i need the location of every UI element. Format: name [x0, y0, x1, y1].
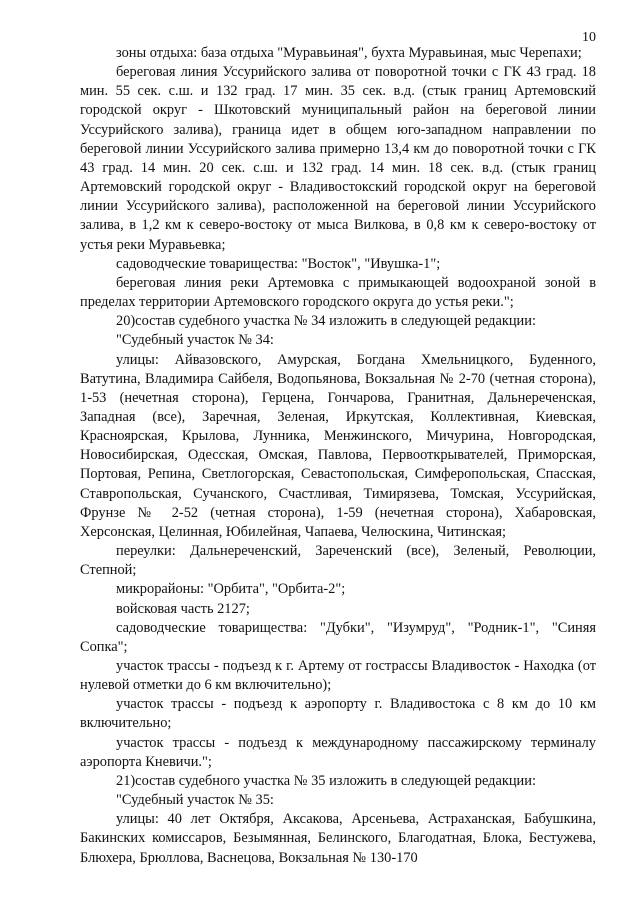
- paragraph-court-section-34-heading: "Судебный участок № 34:: [116, 332, 274, 349]
- paragraph-item-21: 21)состав судебного участка № 35 изложить в следующей редакции:: [116, 772, 536, 789]
- paragraph-artemovka-river: береговая линия реки Артемовка с примыкающей водоохраной зоной в пределах территории Артемовского городского округа до устья реки.";: [80, 274, 596, 311]
- paragraph-section-34-lanes: переулки: Дальнереченский, Зареченский (все), Зеленый, Революции, Степной;: [80, 543, 596, 579]
- paragraph-garden-partnerships: садоводческие товарищества: "Восток", "Ивушка-1";: [116, 255, 441, 272]
- paragraph-section-34-garden-partnerships: садоводческие товарищества: "Дубки", "Изумруд", "Родник-1", "Синяя Сопка";: [80, 619, 596, 655]
- paragraph-section-34-streets: улицы: Айвазовского, Амурская, Богдана Хмельницкого, Буденного, Ватутина, Владимира Сайбеля, Водопьянова, Вокзальная № 2-70 (четная сторона), 1-53 (нечетная сторона), Герцена, Гончарова, Гранитная, Дальнереченская, Западная (все), Заречная, Зеленая, Иркутская, Коллективная, Киевская, Красноярская, Крылова, Лунника, Менжинского, Мичурина, Новгородская, Новосибирская, Одесская, Омская, Павлова, Первооткрывателей, Приморская, Портовая, Репина, Светлогорская, Севастопольская, Симферопольская, Спасская, Ставропольская, Сучанского, Счастливая, Тимирязева, Томская, Уссурийская, Фрунзе № 2-52 (четная сторона), 1-59 (нечетная сторона), Хабаровская, Херсонская, Целинная, Юбилейная, Чапаева, Челюскина, Читинская;: [80, 351, 596, 540]
- paragraph-recreation-zones: зоны отдыха: база отдыха "Муравьиная", бухта Муравьиная, мыс Черепахи;: [116, 45, 582, 61]
- paragraph-section-35-streets: улицы: 40 лет Октября, Аксакова, Арсеньева, Астраханская, Бабушкина, Бакинских комиссаров, Безымянная, Белинского, Благодатная, Блока, Бестужева, Блюхера, Брюллова, Васнецова, Вокзальная № 130-170: [80, 811, 596, 866]
- paragraph-court-section-35-heading: "Судебный участок № 35:: [116, 792, 274, 809]
- paragraph-highway-terminal: участок трассы - подъезд к международному пассажирскому терминалу аэропорта Кневичи.";: [80, 734, 596, 770]
- paragraph-item-20: 20)состав судебного участка № 34 изложить в следующей редакции:: [116, 313, 536, 330]
- paragraph-highway-airport: участок трассы - подъезд к аэропорту г. Владивостока с 8 км до 10 км включительно;: [80, 696, 596, 732]
- paragraph-highway-artem: участок трассы - подъезд к г. Артему от гострассы Владивосток - Находка (от нулевой отметки до 6 км включительно);: [80, 658, 596, 694]
- paragraph-section-34-microdistricts: микрорайоны: "Орбита", "Орбита-2";: [116, 581, 346, 598]
- page-number: 10: [582, 30, 596, 45]
- document-body: [80, 44, 596, 868]
- paragraph-military-unit: войсковая часть 2127;: [116, 600, 250, 617]
- paragraph-ussuri-bay-coastline: береговая линия Уссурийского залива от поворотной точки с ГК 43 град. 18 мин. 55 сек. с.ш. и 132 град. 17 мин. 35 сек. в.д. (стык границ Артемовский городской округ - Шкотовский муниципальный район на береговой линии Уссурийского залива), граница идет в общем юго-западном направлении по береговой линии Уссурийского залива примерно 13,4 км до поворотной точки с ГК 43 град. 14 мин. 20 сек. с.ш. и 132 град. 14 мин. 18 сек. в.д. (стык границ Артемовский городской округ - Владивостокский городской округ на береговой линии Уссурийского залива), расположенной на береговой линии Уссурийского залива, в 1,2 км к северо-востоку от мыса Вилкова, в 0,8 км к северо-востоку от устья реки Муравьевка;: [80, 64, 596, 253]
